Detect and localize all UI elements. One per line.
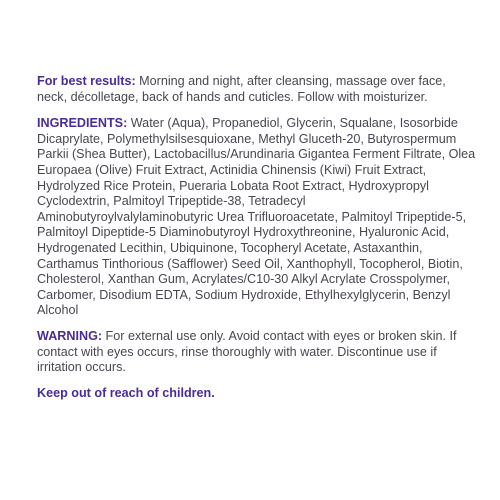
keep-out-notice: Keep out of reach of children. xyxy=(37,385,215,400)
ingredients-list: Water (Aqua), Propanediol, Glycerin, Squalane, Isosorbide Dicaprylate, Polymethylsilsesquioxane, Methyl Gluceth-20, Butyrospermum Parkii (Shea Butter), Lactobacillus/Arundinaria Gigantea Ferment Filtrate, Olea Europaea (Olive) Fruit Extract, Actinidia Chinensis (Kiwi) Fruit Extract, Hydrolyzed Rice Protein, Pueraria Lobata Root Extract, Hydroxypropyl Cyclodextrin, Palmitoyl Tripeptide-38, Tetradecyl Aminobutyroylvalylaminobutyric Urea Trifluoroacetate, Palmitoyl Tripeptide-5, Palmitoyl Dipeptide-5 Diaminobutyroyl Hydroxythreonine, Hyaluronic Acid, Hydrogenated Lecithin, Ubiquinone, Tocopheryl Acetate, Astaxanthin, Carthamus Tinthorious (Safflower) Seed Oil, Xanthophyll, Tocopherol, Biotin, Cholesterol, Xanthan Gum, Acrylates/C10-30 Alkyl Acrylate Crosspolymer, Carbomer, Disodium EDTA, Sodium Hydroxide, Ethylhexylglycerin, Benzyl Alcohol xyxy=(37,116,476,318)
best-results-heading: For best results: xyxy=(37,74,136,88)
best-results-text: Morning and night, after cleansing, massage over face, neck, décolletage, back of hands and cuticles. Follow with moisturizer. xyxy=(37,74,446,104)
product-label-panel xyxy=(37,74,477,401)
best-results-paragraph xyxy=(37,74,477,105)
warning-text: For external use only. Avoid contact with eyes or broken skin. If contact with eyes occurs, rinse thoroughly with water. Discontinue use if irritation occurs. xyxy=(37,328,457,375)
ingredients-paragraph xyxy=(37,116,477,319)
warning-paragraph xyxy=(37,329,477,376)
ingredients-heading: INGREDIENTS: xyxy=(37,116,128,131)
warning-heading: WARNING: xyxy=(37,328,103,343)
